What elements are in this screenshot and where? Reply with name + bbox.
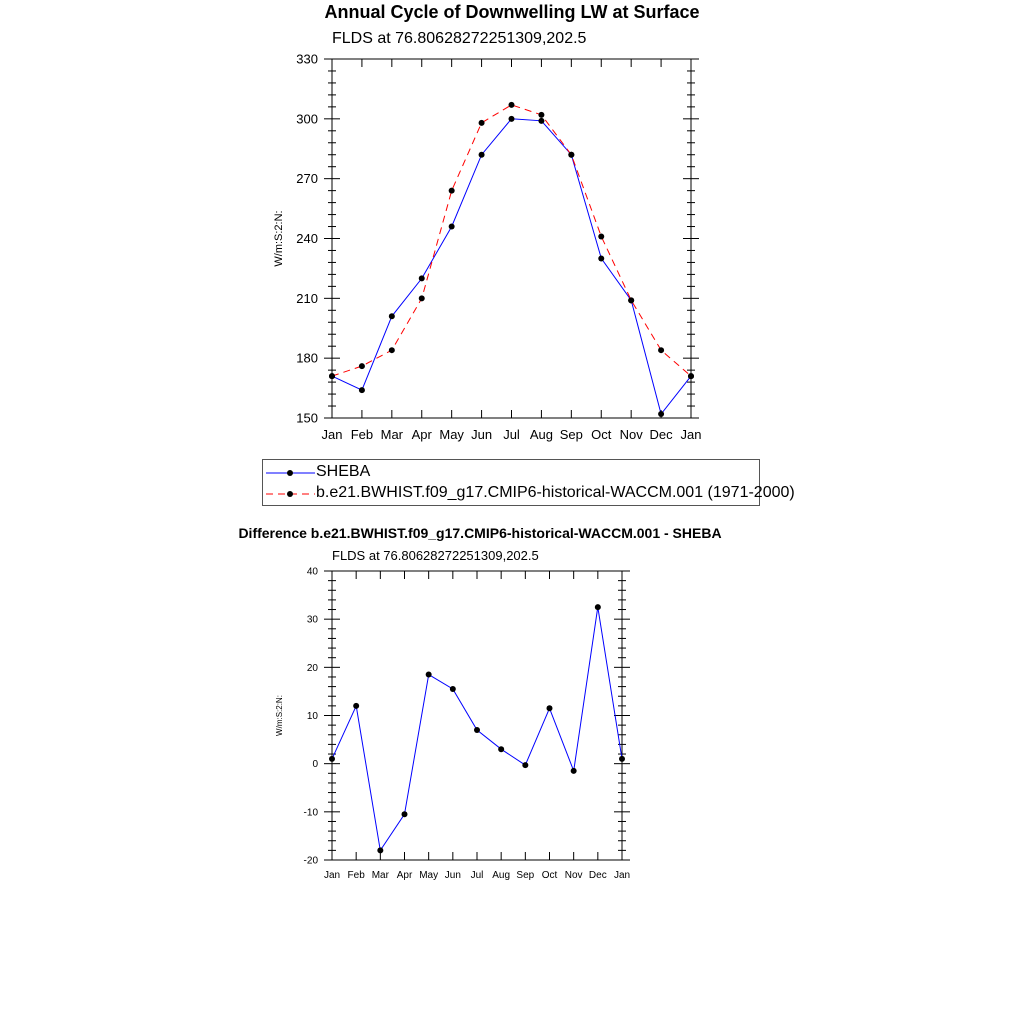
x-tick-label: Apr	[411, 427, 432, 442]
series-1-point	[353, 703, 359, 709]
chart-2-subtitle: FLDS at 76.80628272251309,202.5	[332, 548, 539, 563]
x-tick-label: Jan	[323, 870, 341, 881]
series-1-point	[402, 811, 408, 817]
x-tick-label: Feb	[347, 870, 365, 881]
x-tick-label: Jun	[471, 427, 493, 442]
y-tick-label: 240	[296, 231, 318, 247]
x-tick-label: Aug	[529, 427, 553, 442]
series-1-point	[522, 762, 528, 768]
x-tick-label: Oct	[591, 427, 612, 442]
x-tick-label: Jul	[503, 427, 520, 442]
series-1-point	[498, 746, 504, 752]
y-tick-label: 270	[296, 171, 318, 187]
series-1-point	[619, 756, 625, 762]
x-tick-label: Nov	[619, 427, 643, 442]
y-tick-label: 330	[296, 51, 318, 67]
x-tick-label: Dec	[649, 427, 673, 442]
x-tick-label: Aug	[492, 870, 511, 881]
series-1-point	[595, 604, 601, 610]
x-tick-label: Oct	[541, 870, 558, 881]
x-tick-label: Mar	[380, 427, 404, 442]
x-tick-label: Jan	[613, 870, 631, 881]
x-tick-label: Nov	[564, 870, 583, 881]
series-1-point	[547, 705, 553, 711]
series-1-point	[329, 756, 335, 762]
y-tick-label: 300	[296, 111, 318, 127]
chart-1-subtitle: FLDS at 76.80628272251309,202.5	[332, 30, 587, 47]
chart-2-title: Difference b.e21.BWHIST.f09_g17.CMIP6-historical-WACCM.001 - SHEBA	[238, 525, 722, 541]
y-tick-label: -20	[303, 855, 318, 867]
x-tick-label: Dec	[588, 870, 607, 881]
series-1-point	[474, 727, 480, 733]
y-tick-label: 210	[296, 290, 318, 306]
series-1-point	[571, 768, 577, 774]
x-tick-label: Sep	[516, 870, 535, 881]
x-tick-label: May	[439, 427, 464, 442]
chart-1-ylabel: W/m:S:2:N:	[273, 210, 285, 267]
y-tick-label: 180	[296, 350, 318, 366]
y-tick-label: 0	[312, 759, 318, 771]
x-tick-label: Feb	[350, 427, 374, 442]
legend-label-1: SHEBA	[316, 463, 371, 480]
series-1-point	[426, 672, 432, 678]
x-tick-label: Sep	[559, 427, 583, 442]
chart-1-title: Annual Cycle of Downwelling LW at Surface	[324, 2, 700, 22]
series-1-point	[450, 686, 456, 692]
legend-label-2: b.e21.BWHIST.f09_g17.CMIP6-historical-WACCM.001 (1971-2000)	[316, 484, 795, 501]
y-tick-label: 150	[296, 410, 318, 426]
x-tick-label: Apr	[396, 870, 413, 881]
chart-2-frame	[332, 571, 622, 860]
x-tick-label: Jan	[680, 427, 702, 442]
x-tick-label: Jun	[444, 870, 461, 881]
y-tick-label: -10	[303, 807, 318, 819]
x-tick-label: Jul	[470, 870, 484, 881]
x-tick-label: May	[419, 870, 439, 881]
y-tick-label: 30	[306, 614, 318, 626]
y-tick-label: 40	[306, 566, 318, 578]
series-1-point	[377, 847, 383, 853]
chart-2-ylabel: W/m:S:2:N:	[275, 695, 284, 736]
x-tick-label: Jan	[321, 427, 343, 442]
y-tick-label: 10	[306, 711, 318, 722]
y-tick-label: 20	[306, 662, 318, 674]
x-tick-label: Mar	[371, 870, 389, 881]
